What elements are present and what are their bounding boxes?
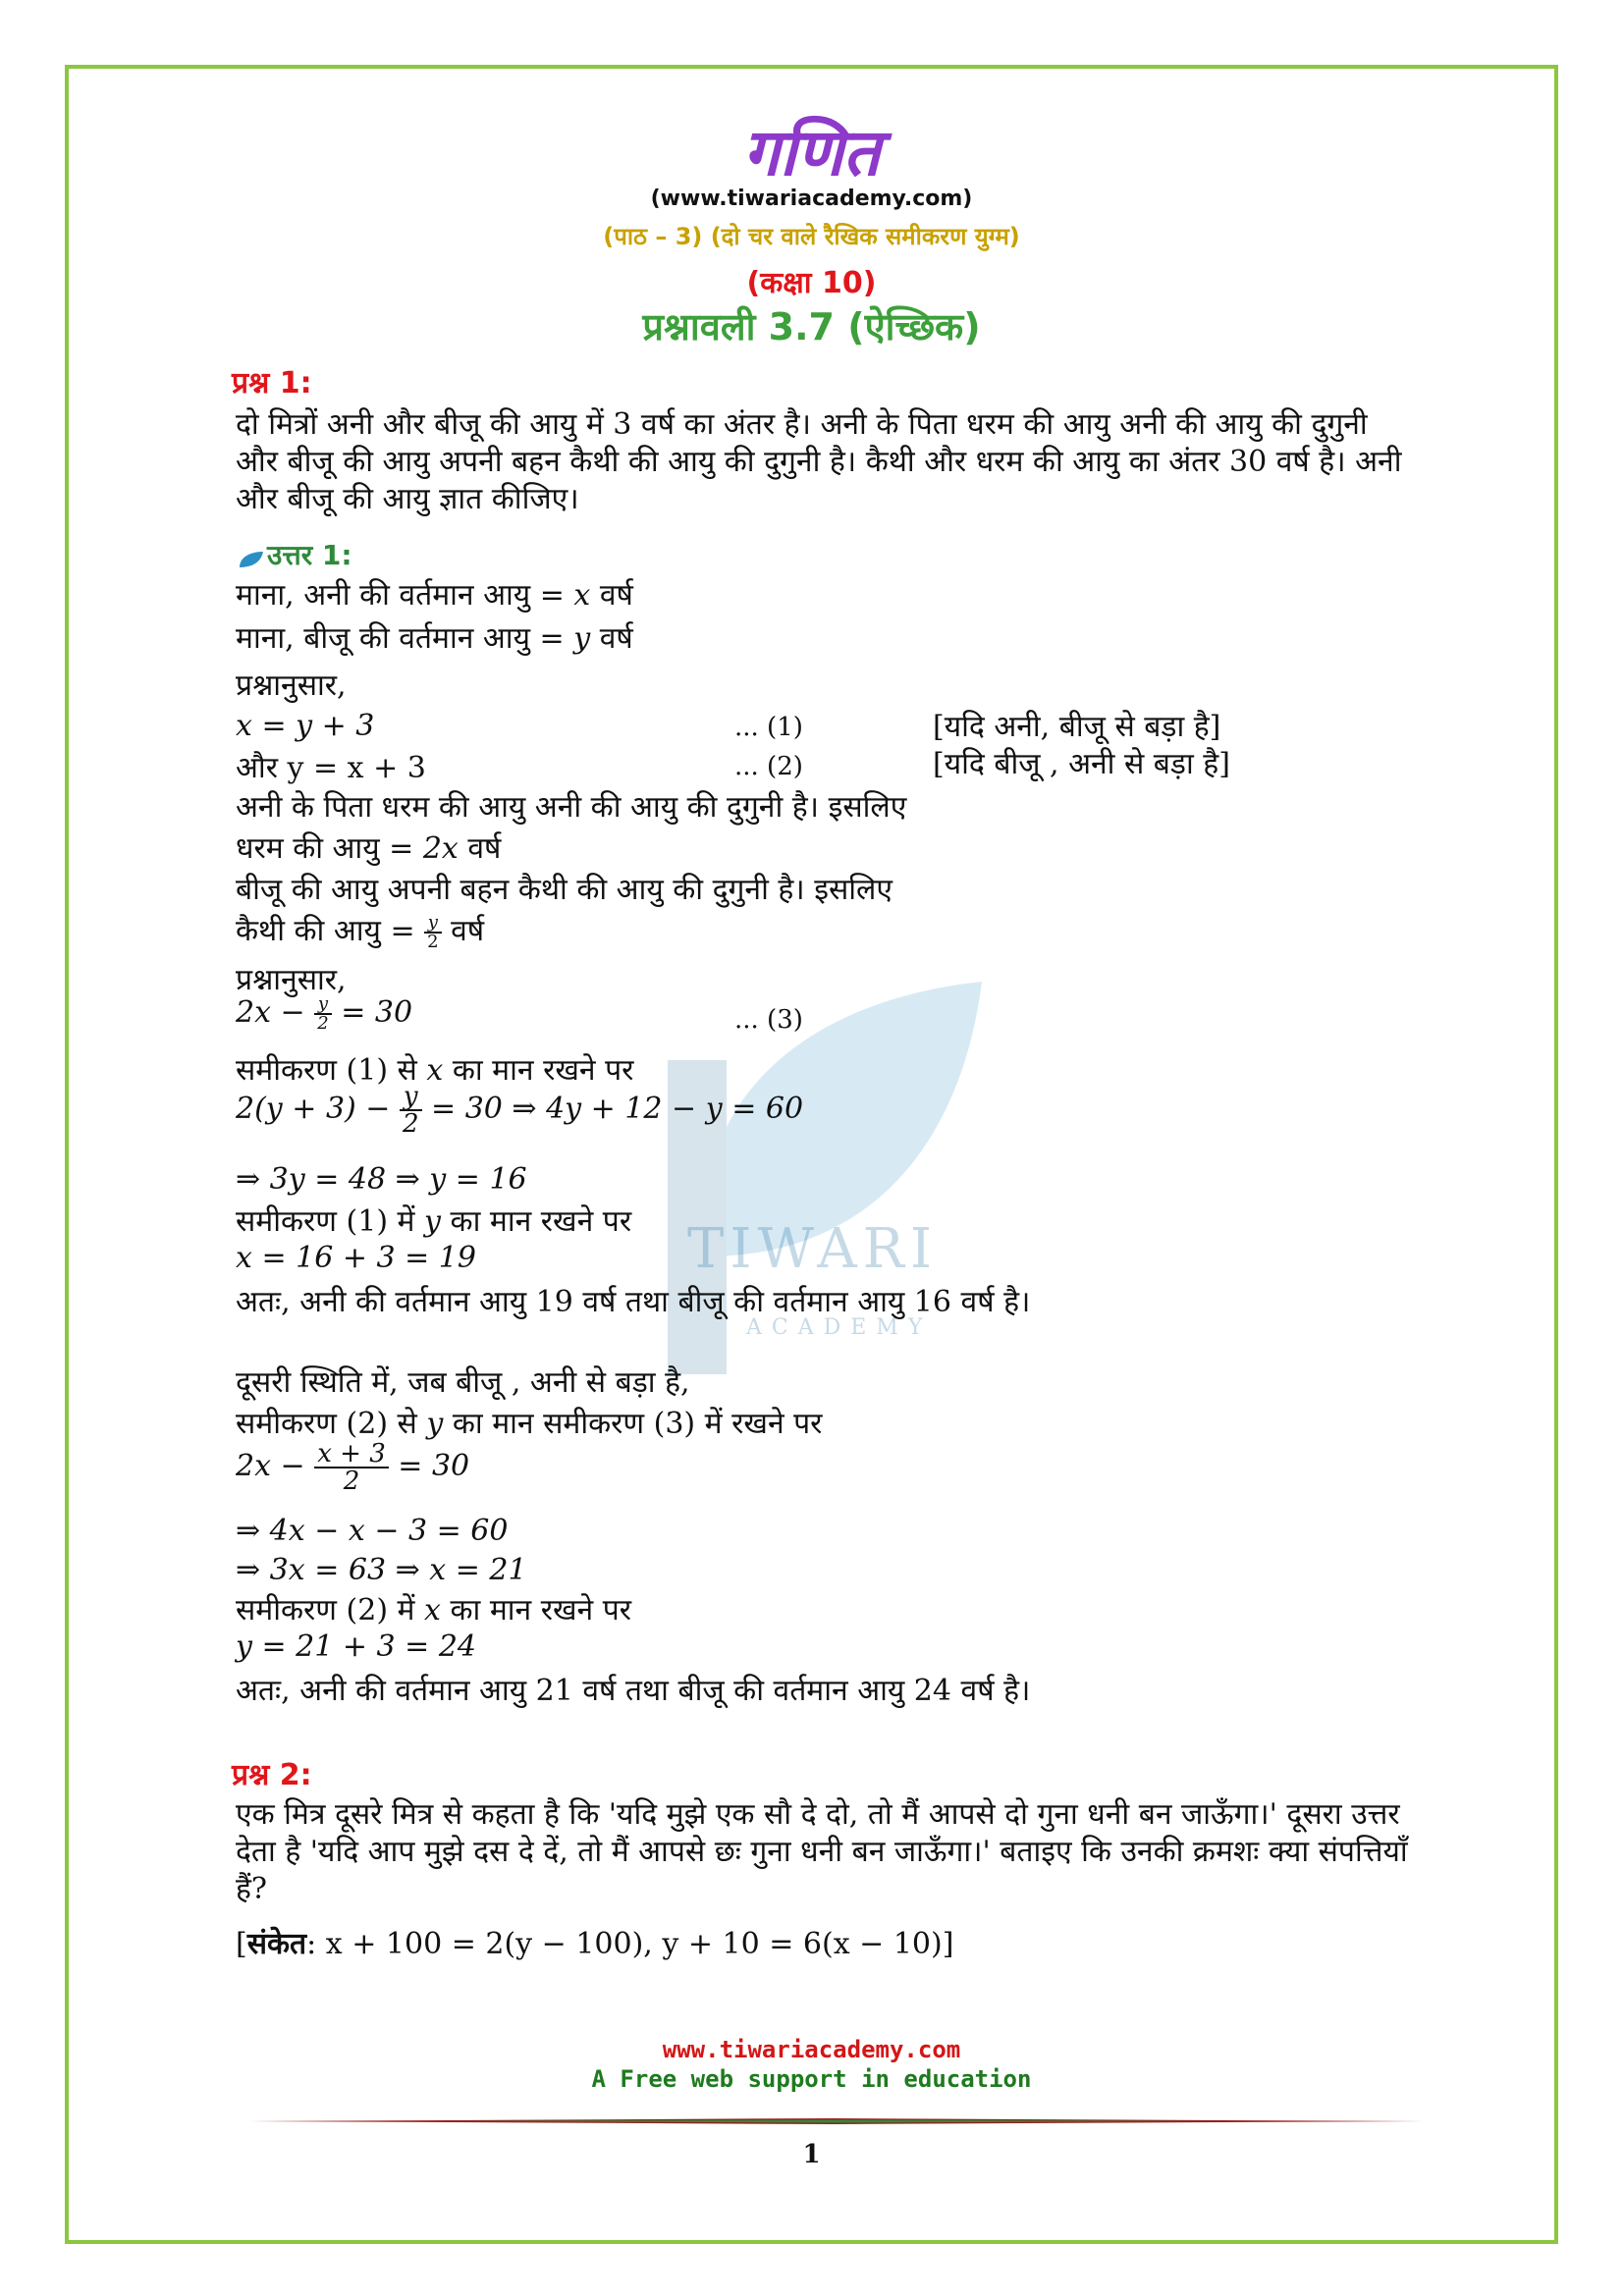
footer-tagline: A Free web support in education bbox=[591, 2065, 1032, 2093]
header-website: (www.tiwariacademy.com) bbox=[650, 187, 973, 211]
answer-conclusion: अतः, अनी की वर्तमान आयु 19 वर्ष तथा बीजू की वर्तमान आयु 16 वर्ष है। bbox=[236, 1285, 1031, 1319]
answer-line: दूसरी स्थिति में, जब बीजू , अनी से बड़ा है, bbox=[236, 1365, 690, 1400]
equation-2: और y = x + 3 bbox=[236, 751, 426, 785]
page-title: गणित bbox=[742, 115, 881, 190]
answer-line: समीकरण (1) से x का मान रखने पर bbox=[236, 1053, 634, 1088]
answer-line: समीकरण (2) में x का मान रखने पर bbox=[236, 1593, 632, 1628]
watermark-sub: ACADEMY bbox=[746, 1315, 933, 1340]
answer-line: प्रश्नानुसार, bbox=[236, 963, 347, 997]
equation-3-ref: ... (3) bbox=[734, 1005, 803, 1035]
equation-3: 2x − $\frac{y}{2}$ = 30 bbox=[236, 993, 413, 1034]
answer-line: 2x − $\frac{x + 3}{2}$ = 30 bbox=[236, 1439, 470, 1496]
answer-line: धरम की आयु = 2x वर्ष bbox=[236, 831, 502, 866]
equation-1-note: [यदि अनी, बीजू से बड़ा है] bbox=[933, 710, 1221, 744]
answer-1-heading: उत्तर 1: bbox=[267, 539, 352, 571]
question-1-text: दो मित्रों अनी और बीजू की आयु में 3 वर्ष का अंतर है। अनी के पिता धरम की आयु अनी की आयु की दुगुनी और बीजू की आयु अपनी बहन कैथी की आयु की दुगुनी है। कैथी और धरम की आयु का अंतर 30 वर्ष है। अनी और बीजू की आयु ज्ञात कीजिए। bbox=[236, 407, 1402, 516]
equation-2-note: [यदि बीजू , अनी से बड़ा है] bbox=[933, 747, 1230, 781]
answer-line: समीकरण (2) से y का मान समीकरण (3) में रखने पर bbox=[236, 1407, 823, 1441]
answer-line: ⇒ 3x = 63 ⇒ x = 21 bbox=[236, 1553, 527, 1587]
answer-line: 2(y + 3) − $\frac{y}{2}$ = 30 ⇒ 4y + 12 − y = 60 bbox=[236, 1082, 804, 1139]
answer-line: प्रश्नानुसार, bbox=[236, 668, 347, 703]
answer-line: समीकरण (1) में y का मान रखने पर bbox=[236, 1204, 632, 1239]
footer-divider bbox=[243, 2118, 1424, 2124]
question-2-hint: [संकेत: x + 100 = 2(y − 100), y + 10 = 6(x − 10)] bbox=[236, 1927, 954, 1961]
answer-line: ⇒ 4x − x − 3 = 60 bbox=[236, 1514, 509, 1548]
watermark-brand: TIWARI bbox=[687, 1217, 938, 1281]
equation-1-ref: ... (1) bbox=[734, 713, 803, 742]
answer-line: माना, अनी की वर्तमान आयु = x वर्ष bbox=[236, 578, 633, 613]
question-1-heading: प्रश्न 1: bbox=[232, 366, 312, 400]
chapter-title: (पाठ – 3) (दो चर वाले रैखिक समीकरण युग्म) bbox=[603, 223, 1020, 250]
exercise-title: प्रश्नावली 3.7 (ऐच्छिक) bbox=[642, 305, 981, 348]
equation-2-ref: ... (2) bbox=[734, 752, 803, 781]
question-2-text: एक मित्र दूसरे मित्र से कहता है कि 'यदि मुझे एक सौ दे दो, तो मैं आपसे दो गुना धनी बन जाऊँगा।' दूसरा उत्तर देता है 'यदि आप मुझे दस दे दें, तो मैं आपसे छः गुना धनी बन जाऊँगा।' बताइए कि उनकी क्रमशः क्या संपत्तियाँ हैं? bbox=[236, 1797, 1408, 1906]
answer-line: बीजू की आयु अपनी बहन कैथी की आयु की दुगुनी है। इसलिए bbox=[236, 873, 893, 907]
class-label: (कक्षा 10) bbox=[746, 266, 877, 300]
tiwari-logo-icon bbox=[236, 550, 265, 571]
answer-1-heading-wrap bbox=[236, 536, 352, 573]
answer-conclusion: अतः, अनी की वर्तमान आयु 21 वर्ष तथा बीजू की वर्तमान आयु 24 वर्ष है। bbox=[236, 1674, 1031, 1708]
answer-line: ⇒ 3y = 48 ⇒ y = 16 bbox=[236, 1162, 527, 1197]
question-2-heading: प्रश्न 2: bbox=[232, 1758, 312, 1792]
answer-line: माना, बीजू की वर्तमान आयु = y वर्ष bbox=[236, 621, 633, 656]
answer-line: y = 21 + 3 = 24 bbox=[236, 1629, 477, 1664]
answer-line: x = 16 + 3 = 19 bbox=[236, 1241, 476, 1275]
equation-1: x = y + 3 bbox=[236, 709, 375, 743]
page-number: 1 bbox=[802, 2140, 821, 2169]
answer-line: कैथी की आयु = $\frac{y}{2}$ वर्ष bbox=[236, 912, 485, 952]
footer-website[interactable]: www.tiwariacademy.com bbox=[662, 2036, 961, 2063]
answer-line: अनी के पिता धरम की आयु अनी की आयु की दुगुनी है। इसलिए bbox=[236, 790, 907, 825]
